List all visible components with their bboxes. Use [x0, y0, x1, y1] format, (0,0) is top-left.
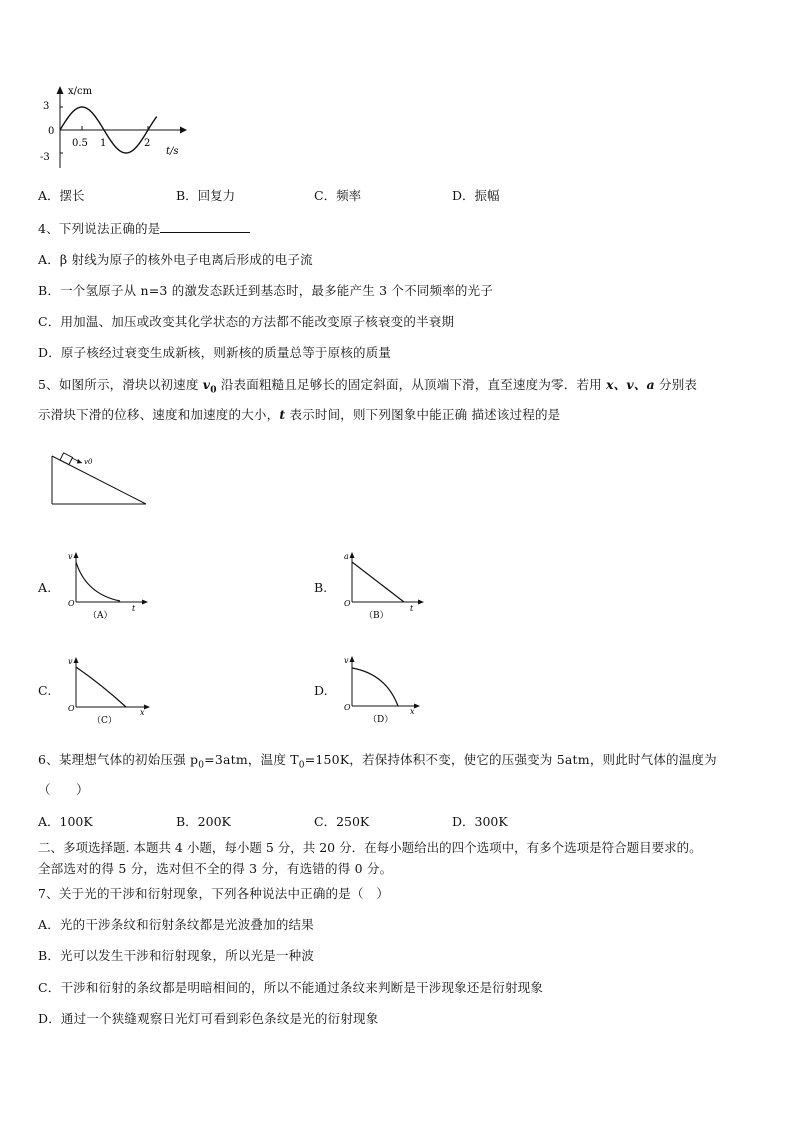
graph-c-x-label: x [140, 708, 145, 717]
graph-a-y-label: v [68, 552, 73, 561]
graph-a-x-label: t [132, 604, 136, 613]
graph-a-origin: O [68, 599, 75, 608]
y-tick-neg3: -3 [40, 152, 50, 163]
y-axis-label: x/cm [68, 86, 93, 97]
q7-option-d[interactable]: D．通过一个狭缝观察日光灯可看到彩色条纹是光的衍射现象 [38, 1011, 379, 1026]
y-tick-0: 0 [48, 126, 55, 137]
graph-d-x-label: x [410, 707, 415, 716]
q6-stem-line1: 6、某理想气体的初始压强 $p_0=3atm$，温度 $T_0=150K$，若保持体积不变，使它的压强变为 5atm，则此时气体的温度为 [38, 752, 717, 771]
graph-b [338, 550, 428, 622]
graph-c-caption: （C） [92, 716, 117, 726]
q6-stem-line2: （ ） [38, 782, 89, 797]
q4-option-c[interactable]: C．用加温、加压或改变其化学状态的方法都不能改变原子核衰变的半衰期 [38, 314, 455, 329]
q5-stem-line1: 5、如图所示，滑块以初速度 $v_0$ 沿表面粗糙且足够长的固定斜面，从顶端下滑，直至速度为零．若用 x、v、a 分别表 [38, 377, 698, 396]
graph-c-y-label: v [68, 657, 73, 666]
curve-d [352, 668, 398, 706]
q3-option-d[interactable]: D．振幅 [452, 188, 500, 203]
graph-b-caption: （B） [364, 611, 389, 621]
y-tick-3: 3 [43, 101, 50, 112]
v0-label: v0 [84, 458, 93, 466]
q3-options [38, 186, 500, 204]
graph-b-x-label: t [410, 604, 414, 613]
block [60, 453, 73, 465]
graph-c-origin: O [68, 704, 75, 713]
section2-line2: 全部选对的得 5 分，选对但不全的得 3 分，有选错的得 0 分。 [38, 861, 393, 876]
graph-a-letter[interactable]: A. [38, 580, 52, 595]
x-axis-label: t/s [166, 146, 179, 157]
q3-option-a[interactable]: A．摆长 [38, 188, 85, 203]
graph-a [62, 550, 152, 622]
x-tick-1: 1 [100, 138, 107, 149]
q5-stem-line2: 示滑块下滑的位移、速度和加速度的大小，t 表示时间，则下列图象中能正确 描述该过程的是 [38, 407, 561, 422]
section2-line1: 二、多项选择题. 本题共 4 小题，每小题 5 分，共 20 分．在每小题给出的四个选项中，有多个选项是符合题目要求的。 [38, 840, 702, 855]
q7-option-c[interactable]: C．干涉和衍射的条纹都是明暗相间的，所以不能通过条纹来判断是干涉现象还是衍射现象 [38, 980, 544, 995]
line-b [352, 562, 404, 602]
q6-option-b[interactable]: B．200K [176, 814, 231, 829]
q4-stem: 4、下列说法正确的是 [38, 219, 250, 237]
q7-stem: 7、关于光的干涉和衍射现象，下列各种说法中正确的是（ ） [38, 886, 390, 901]
q7-option-a[interactable]: A．光的干涉条纹和衍射条纹都是光波叠加的结果 [38, 917, 314, 932]
q4-option-a[interactable]: A．β 射线为原子的核外电子电离后形成的电子流 [38, 252, 313, 267]
graph-b-letter[interactable]: B. [314, 580, 328, 595]
q3-option-b[interactable]: B．回复力 [176, 188, 236, 203]
q4-option-d[interactable]: D．原子核经过衰变生成新核，则新核的质量总等于原核的质量 [38, 345, 392, 360]
graph-b-y-label: a [344, 552, 349, 561]
graph-d-letter[interactable]: D. [314, 683, 328, 698]
curve-a [76, 562, 120, 601]
graph-a-caption: （A） [88, 611, 113, 621]
wave-graph [30, 82, 200, 172]
graph-c-letter[interactable]: C. [38, 683, 52, 698]
graph-d-origin: O [344, 703, 351, 712]
q6-option-a[interactable]: A．100K [38, 814, 93, 829]
q6-options [38, 812, 508, 830]
graph-d-y-label: v [344, 656, 349, 665]
q4-option-b[interactable]: B．一个氢原子从 n=3 的激发态跃迁到基态时，最多能产生 3 个不同频率的光子 [38, 283, 494, 298]
incline-figure [46, 448, 156, 510]
graph-c [62, 655, 158, 727]
curve-c [76, 667, 126, 707]
graph-b-origin: O [344, 599, 351, 608]
graph-d-caption: （D） [368, 715, 394, 725]
q3-option-c[interactable]: C．频率 [314, 188, 362, 203]
graph-d [338, 654, 428, 726]
answer-blank[interactable] [160, 220, 250, 233]
x-tick-2: 2 [144, 138, 151, 149]
q6-option-c[interactable]: C．250K [314, 814, 370, 829]
q6-option-d[interactable]: D．300K [452, 814, 508, 829]
x-tick-0.5: 0.5 [72, 138, 88, 149]
q7-option-b[interactable]: B．光可以发生干涉和衍射现象，所以光是一种波 [38, 948, 315, 963]
